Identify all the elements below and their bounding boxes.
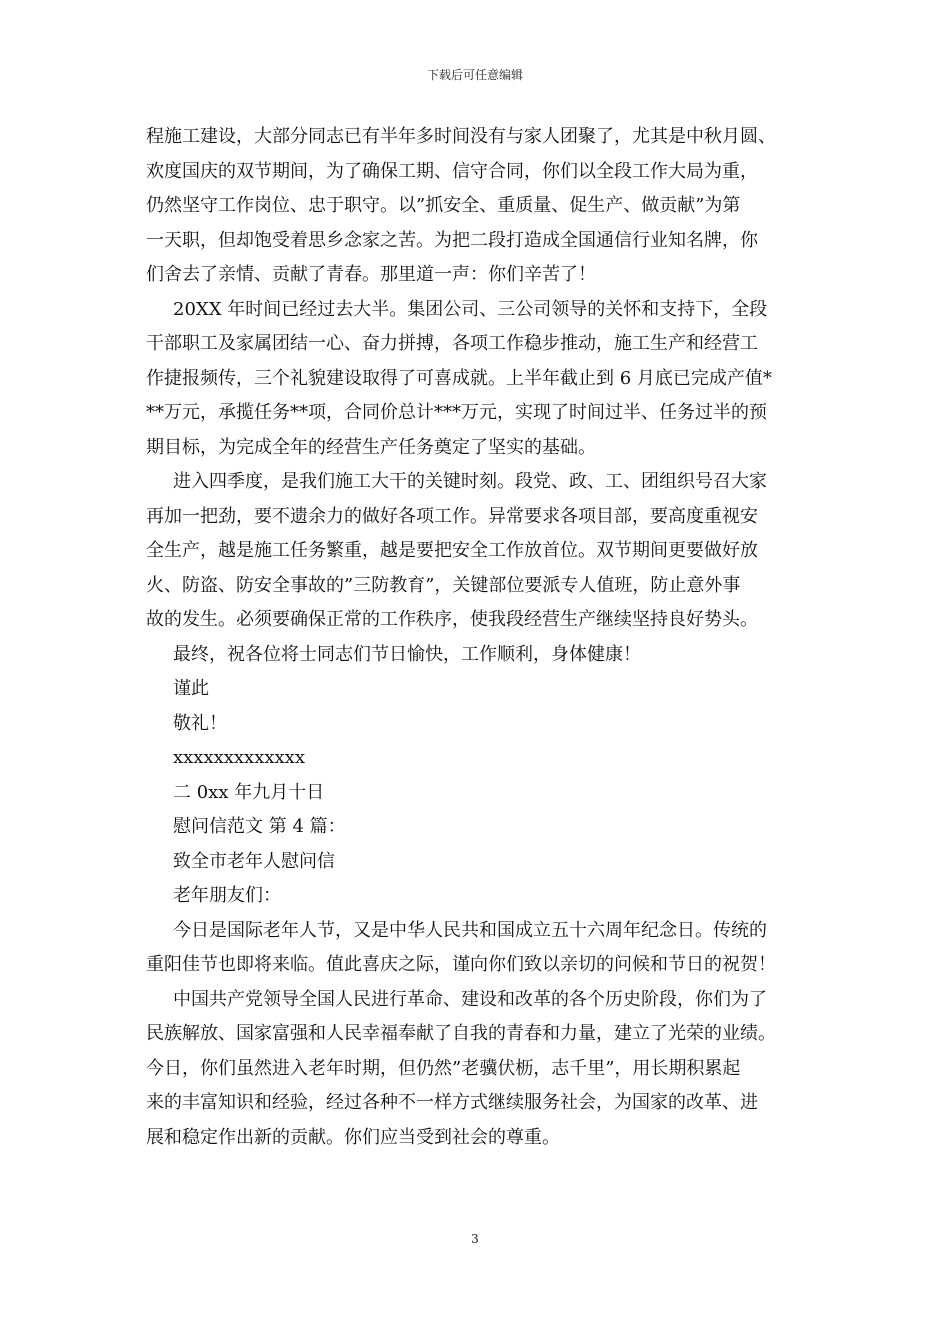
text-line: 作捷报频传，三个礼貌建设取得了可喜成就。上半年截止到 6 月底已完成产值*: [146, 367, 772, 389]
salutation-line: 敬礼！: [173, 712, 227, 734]
page-header-note: 下载后可任意编辑: [426, 68, 523, 82]
salutation-line: 谨此: [173, 678, 209, 699]
text-line: 今日，你们虽然进入老年时期，但仍然”老骥伏枥，志千里”，用长期积累起: [146, 1057, 741, 1079]
closing-wishes: 最终，祝各位将士同志们节日愉快，工作顺利，身体健康！: [173, 643, 641, 665]
text-line: 故的发生。必须要确保正常的工作秩序，使我段经营生产继续坚持良好势头。: [146, 609, 758, 630]
letter-title: 致全市老年人慰问信: [173, 850, 335, 872]
text-line: 来的丰富知识和经验，经过各种不一样方式继续服务社会，为国家的改革、进: [146, 1092, 758, 1113]
letter-greeting: 老年朋友们：: [173, 885, 281, 906]
text-line: 一天职，但却饱受着思乡念家之苦。为把二段打造成全国通信行业知名牌，你: [146, 229, 758, 251]
date-line: 二 0xx 年九月十日: [173, 781, 325, 803]
paragraph-start-line: 20XX 年时间已经过去大半。集团公司、三公司领导的关怀和支持下，全段: [173, 298, 768, 320]
text-line: 们舍去了亲情、贡献了青春。那里道一声：你们辛苦了！: [146, 264, 596, 285]
page-number: 3: [471, 1232, 479, 1246]
text-line: 欢度国庆的双节期间，为了确保工期、信守合同，你们以全段工作大局为重，: [146, 160, 758, 182]
text-line: 全生产，越是施工任务繁重，越是要把安全工作放首位。双节期间更要做好放: [146, 540, 758, 561]
text-line: 仍然坚守工作岗位、忠于职守。以”抓安全、重质量、促生产、做贡献”为第: [146, 195, 741, 216]
text-line: 火、防盗、防安全事故的”三防教育”，关键部位要派专人值班，防止意外事: [146, 574, 741, 596]
text-line: 再加一把劲，要不遗余力的做好各项工作。异常要求各项目部，要高度重视安: [146, 505, 758, 527]
text-line: 程施工建设，大部分同志已有半年多时间没有与家人团聚了，尤其是中秋月圆、: [146, 126, 776, 147]
paragraph-start-line: 今日是国际老年人节，又是中华人民共和国成立五十六周年纪念日。传统的: [173, 919, 767, 941]
paragraph-start-line: 中国共产党领导全国人民进行革命、建设和改革的各个历史阶段，你们为了: [173, 988, 767, 1010]
signature-line: xxxxxxxxxxxxx: [173, 747, 305, 768]
paragraph-start-line: 进入四季度，是我们施工大干的关键时刻。段党、政、工、团组织号召大家: [173, 471, 767, 492]
text-line: **万元，承揽任务**项，合同价总计***万元，实现了时间过半、任务过半的预: [146, 402, 767, 423]
text-line: 民族解放、国家富强和人民幸福奉献了自我的青春和力量，建立了光荣的业绩。: [146, 1023, 776, 1044]
text-line: 展和稳定作出新的贡献。你们应当受到社会的尊重。: [146, 1126, 560, 1148]
section-heading: 慰问信范文 第 4 篇：: [173, 816, 346, 837]
text-line: 期目标，为完成全年的经营生产任务奠定了坚实的基础。: [146, 436, 596, 458]
text-line: 干部职工及家属团结一心、奋力拼搏，各项工作稳步推动，施工生产和经营工: [146, 333, 758, 354]
text-line: 重阳佳节也即将来临。值此喜庆之际，谨向你们致以亲切的问候和节日的祝贺！: [146, 954, 776, 975]
document-body: [146, 120, 816, 1155]
